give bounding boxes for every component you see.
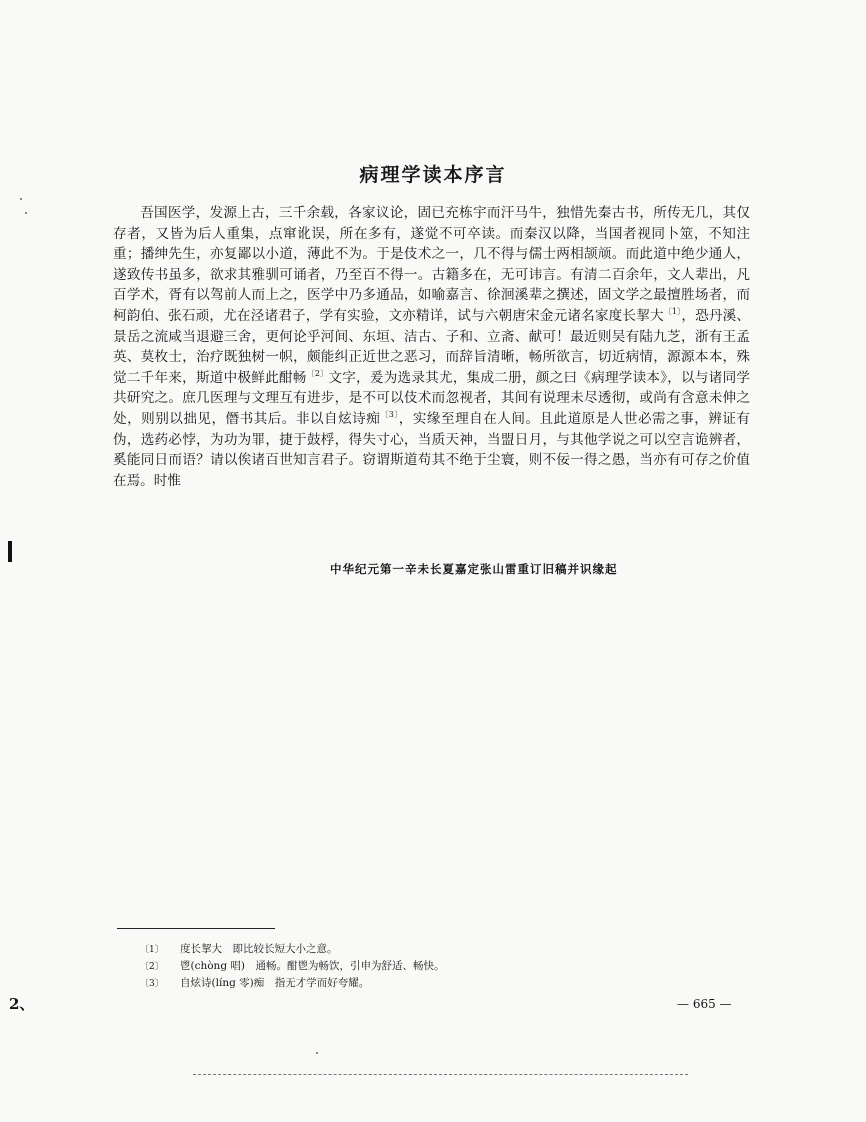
footnote-number: 〔3〕 [140,979,164,989]
footnote-number: 〔2〕 [140,962,164,972]
body-paragraph [113,203,750,491]
footnotes [140,941,700,992]
footnote-ref-3: 〔3〕 [380,409,399,419]
footnote-divider [117,928,275,929]
author-signature: 中华纪元第一辛未长夏嘉定张山雷重订旧稿并识缘起 [330,562,618,576]
footnote-text: 自炫诗(líng 零)痴 指无才学而好夸耀。 [180,977,370,989]
body-text-part-4: ，实缘至理自在人间。且此道原是人世必需之事，辨证有伪，选药必悖，为功为罪，捷于鼓桴，得失寸心，当质天神，当盟日月，与其他学说之可以空言诡辨者，奚能同日而语？请以俟诸百世知言君子。窃谓斯道苟其不绝于尘寰，则不佞一得之愚，当亦有可存之价值在焉。时惟 [113,410,751,489]
body-text-part-3: 文字，爰为选录其尤，集成二册，颜之曰《病理学读本》，以与诸同学共研究之。庶几医理与文理互有进步，是不可以伎术而忽视者，其间有说理未尽透彻，或尚有含意未伸之处，则别以拙见，僭书其后。非以自炫诗痴 [113,369,751,427]
footnote-item [140,975,700,992]
scan-margin-glyph: 2、 [9,995,35,1013]
scan-speck [316,1052,318,1054]
footnote-text: 度长挈大 即比较长短大小之意。 [180,943,338,955]
page-title: 病理学读本序言 [359,164,507,186]
footnote-ref-2: 〔2〕 [306,368,329,378]
body-text-part-1: 吾国医学，发源上古，三千余载，各家议论，固已充栋宇而汗马牛，独惜先秦古书，所传无几，其仅存者，又皆为后人重集，点窜讹误，所在多有，遂觉不可卒读。而秦汉以降，当国者视同卜筮，不知注重；播绅先生，亦复鄙以小道，薄此不为。于是伎术之一，几不得与儒士两相颉颃。而此道中绝少通人，遂致传书虽多，欲求其雅驯可诵者，乃至百不得一。古籍多在，无可讳言。有清二百余年，文人辈出，凡百学术，胥有以驾前人而上之，医学中乃多通品，如喻嘉言、徐洄溪辈之撰述，固文学之最擅胜场者，而柯韵伯、张石顽，尤在泾诸君子，学有实验，文亦精详，试与六朝唐宋金元诸名家度长挈大 [113,205,750,324]
page-number: — 665 — [677,997,732,1011]
scan-speck [20,198,22,200]
scan-bottom-rule [193,1074,688,1075]
footnote-item [140,958,700,975]
footnote-text: 鬯(chòng 唱) 通畅。酣鬯为畅饮，引申为舒适、畅快。 [180,960,445,972]
body-text-part-2: ，恐丹溪、景岳之流咸当退避三舍，更何论乎河间、东垣、洁古、子和、立斋、献可！最近则吴有陆九芝，浙有王孟英、莫枚士，治疗既独树一帜，颇能纠正近世之恶习，而辞旨清晰，畅所欲言，切近病情，源源本本，殊觉二千年来，斯道中极鲜此酣畅 [113,307,751,386]
scan-speck [25,212,27,214]
footnote-ref-1: 〔1〕 [663,306,682,316]
footnote-item [140,941,700,958]
scan-margin-mark [8,541,12,562]
footnote-number: 〔1〕 [140,945,164,955]
